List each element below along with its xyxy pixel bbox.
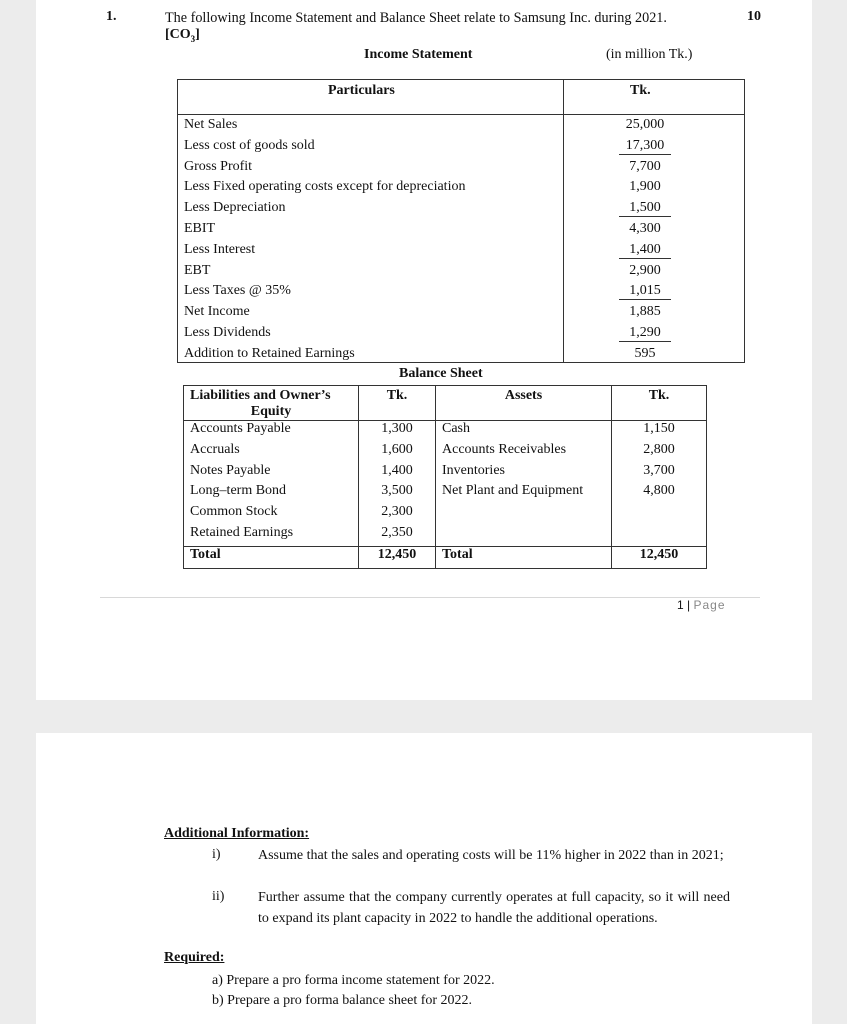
- table-row: Less Interest 1,400: [184, 242, 734, 263]
- footer-divider: [100, 597, 760, 598]
- table-header-row: [184, 386, 707, 421]
- page-footer: [677, 598, 726, 612]
- table-row: Net Sales 25,000: [184, 117, 665, 132]
- table-row: Net Income 1,885: [184, 304, 661, 320]
- table-row: Accruals 1,600 Accounts Receivables 2,800: [184, 442, 707, 463]
- document-page-1: [36, 0, 812, 700]
- table-row: Less Depreciation 1,500: [184, 200, 734, 221]
- tk-header-2: Tk.: [612, 386, 707, 421]
- table-row: Less Taxes @ 35% 1,015: [184, 283, 734, 304]
- table-row: Long–term Bond 3,500 Net Plant and Equipment 4,800: [184, 483, 707, 504]
- page-number: 1: [677, 598, 684, 612]
- equity-header: Equity: [250, 404, 292, 419]
- course-outcome: $[CO_3]$: [165, 27, 200, 44]
- balance-sheet-table: [183, 385, 707, 569]
- tk-header: Tk.: [630, 83, 651, 98]
- table-row: EBIT 4,300: [184, 220, 661, 236]
- required-item: b) Prepare a pro forma balance sheet for 2022.: [212, 993, 473, 1008]
- table-row: Addition to Retained Earnings 595: [184, 345, 656, 361]
- additional-item-text: Further assume that the company currently operates at full capacity, so it will need to expand its plant capacity in 2022 to handle the additional operations.: [258, 890, 730, 926]
- table-row: Less Fixed operating costs except for depreciation 1,900: [184, 179, 661, 195]
- page-label: Page: [693, 598, 726, 612]
- table-row: Notes Payable 1,400 Inventories 3,700: [184, 463, 707, 484]
- balance-sheet-title: Balance Sheet: [399, 366, 483, 381]
- question-number: 1.: [106, 9, 117, 24]
- document-page-2: [36, 733, 812, 1024]
- tk-header-1: Tk.: [359, 386, 436, 421]
- particulars-header: Particulars: [328, 83, 395, 98]
- additional-item-text: Assume that the sales and operating costs will be 11% higher in 2022 than in 2021;: [258, 848, 724, 863]
- income-statement-title: Income Statement: [364, 47, 473, 62]
- table-row: Retained Earnings 2,350: [184, 525, 707, 546]
- table-row: Less cost of goods sold 17,300: [184, 138, 734, 159]
- additional-info-title: Additional Information:: [164, 826, 310, 841]
- assets-header: Assets: [436, 386, 612, 421]
- item-number: i): [212, 847, 221, 862]
- table-row: Accounts Payable 1,300 Cash 1,150: [184, 421, 707, 442]
- liabilities-header: Liabilities and Owner’s: [190, 388, 331, 403]
- required-title: Required:: [164, 950, 225, 965]
- table-total-row: Total 12,450 Total 12,450: [184, 546, 707, 568]
- table-row: EBT 2,900: [184, 262, 661, 278]
- required-item: a) Prepare a pro forma income statement for 2022.: [212, 973, 495, 988]
- question-marks: 10: [747, 9, 761, 24]
- page-separator: |: [687, 598, 691, 612]
- table-row: Gross Profit 7,700: [184, 158, 661, 174]
- income-statement-table: [177, 79, 745, 363]
- table-row: Common Stock 2,300: [184, 504, 707, 525]
- table-row: Less Dividends 1,290: [184, 325, 734, 346]
- question-text: The following Income Statement and Balance Sheet relate to Samsung Inc. during 2021.: [165, 10, 667, 26]
- income-statement-unit: (in million Tk.): [606, 47, 693, 62]
- item-number: ii): [212, 889, 225, 904]
